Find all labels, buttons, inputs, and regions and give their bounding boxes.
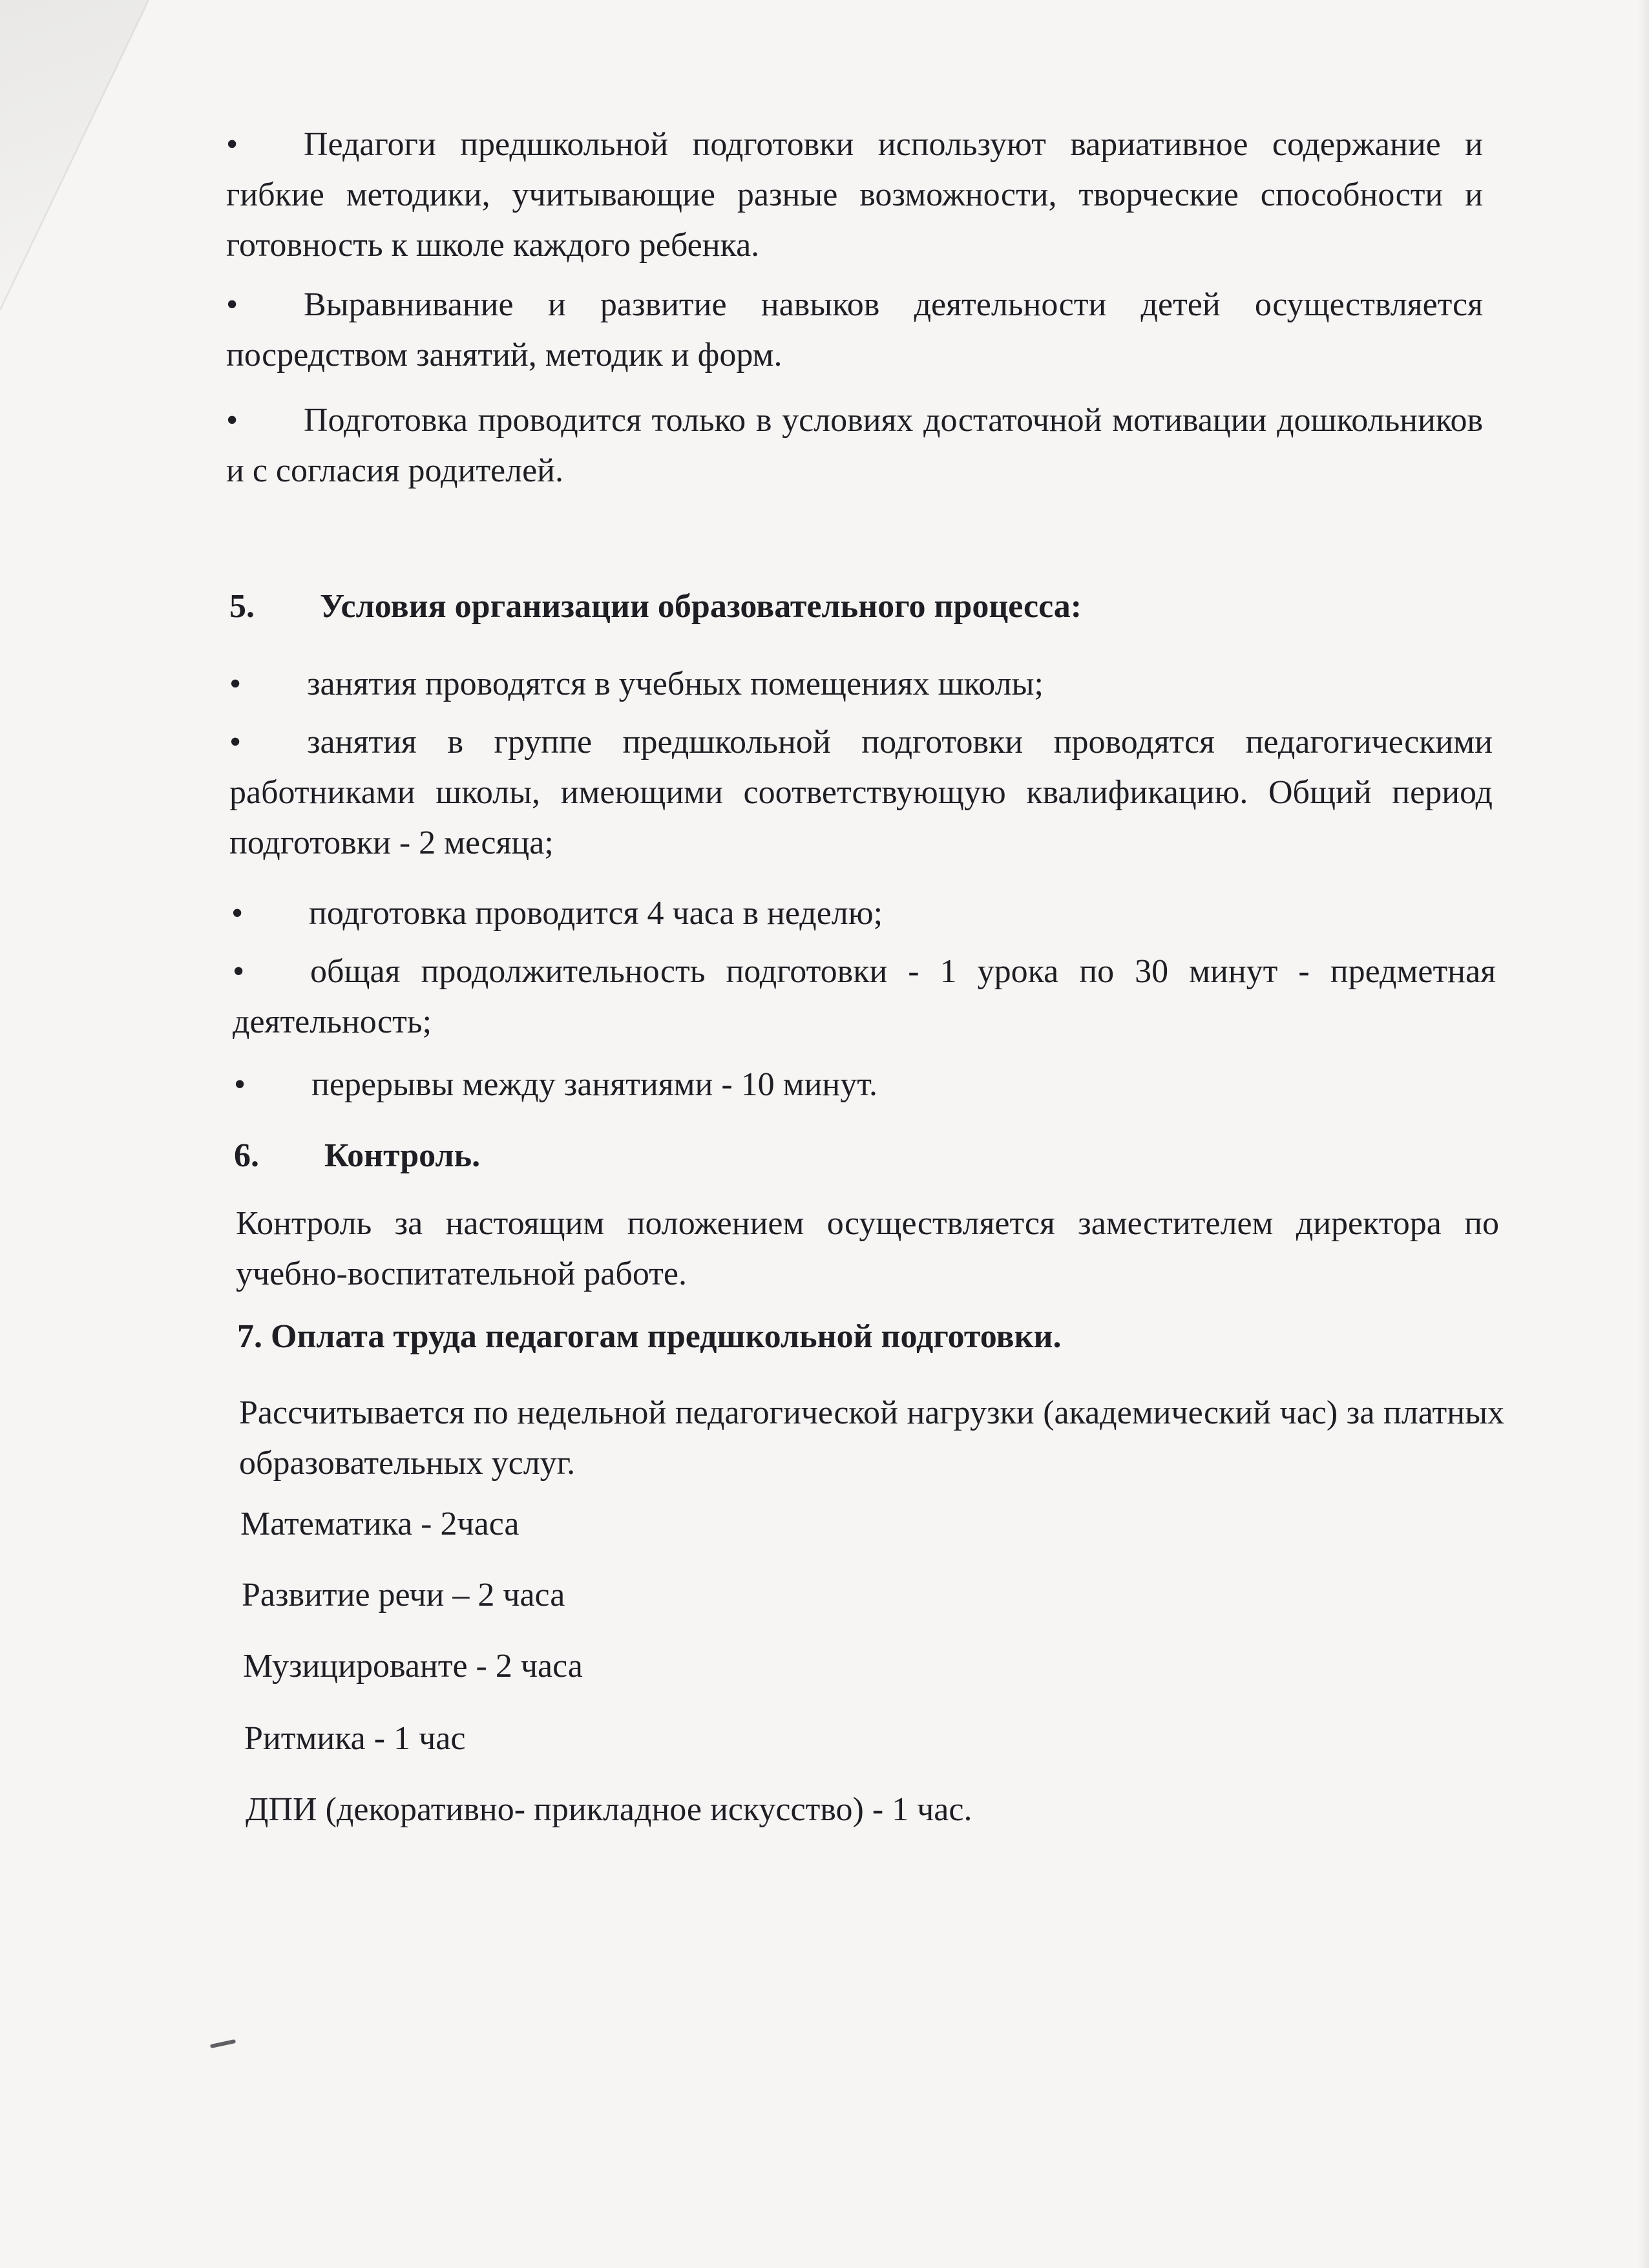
intro-bullet-1-text: Педагоги предшкольной подготовки используют вариативное содержание и гибкие методики, учитывающие разные возможности, творческие способности и готовность к школе каждого ребенка.	[226, 126, 1483, 264]
bullet-symbol: •	[233, 953, 245, 990]
section-6-number: 6.	[234, 1137, 259, 1174]
intro-bullet-1	[226, 120, 1483, 271]
section-5-item-2-text: занятия в группе предшкольной подготовки проводятся педагогическими работниками школы, имеющими соответствующую квалификацию. Общий период подготовки - 2 месяца;	[229, 724, 1493, 861]
section-6-heading	[234, 1131, 480, 1181]
subject-line-3: Музицированте - 2 часа	[243, 1648, 583, 1685]
section-5-item-5	[234, 1060, 1497, 1110]
section-5-item-3-text: подготовка проводится 4 часа в неделю;	[309, 895, 883, 932]
intro-bullet-3	[226, 395, 1483, 496]
bullet-symbol: •	[226, 402, 238, 439]
section-7-heading: 7. Оплата труда педагогам предшкольной подготовки.	[237, 1318, 1062, 1355]
section-5-item-1-text: занятия проводятся в учебных помещениях школы;	[307, 666, 1044, 702]
bullet-symbol: •	[231, 895, 244, 932]
bullet-symbol: •	[226, 286, 238, 323]
intro-bullet-2	[226, 280, 1483, 381]
section-5-number: 5.	[229, 588, 255, 625]
section-5-item-5-text: перерывы между занятиями - 10 минут.	[311, 1066, 878, 1103]
section-5-item-2	[229, 717, 1493, 868]
section-5-item-1	[229, 659, 1486, 709]
section-6-text: Контроль за настоящим положением осуществляется заместителем директора по учебно-воспитательной работе.	[236, 1205, 1499, 1292]
section-5-item-3	[231, 888, 1495, 939]
section-5-item-4-text: общая продолжительность подготовки - 1 урока по 30 минут - предметная деятельность;	[233, 953, 1496, 1040]
subject-line-1: Математика - 2часа	[240, 1506, 520, 1542]
bullet-symbol: •	[229, 724, 242, 761]
intro-bullet-2-text: Выравнивание и развитие навыков деятельности детей осуществляется посредством занятий, методик и форм.	[226, 286, 1483, 373]
section-7-text: Рассчитывается по недельной педагогической нагрузки (академический час) за платных образовательных услуг.	[239, 1394, 1504, 1482]
bullet-symbol: •	[234, 1066, 246, 1103]
section-5-title: Условия организации образовательного процесса:	[320, 588, 1082, 625]
subject-line-4: Ритмика - 1 час	[244, 1720, 466, 1757]
subject-line-5: ДПИ (декоративно- прикладное искусство) - 1 час.	[246, 1791, 972, 1828]
bullet-symbol: •	[229, 666, 242, 702]
subject-line-2: Развитие речи – 2 часа	[242, 1577, 565, 1613]
intro-bullet-3-text: Подготовка проводится только в условиях достаточной мотивации дошкольников и с согласия родителей.	[226, 402, 1483, 489]
bullet-symbol: •	[226, 126, 238, 163]
section-6-title: Контроль.	[324, 1137, 481, 1174]
section-5-heading	[229, 582, 1082, 632]
section-5-item-4	[233, 947, 1496, 1047]
